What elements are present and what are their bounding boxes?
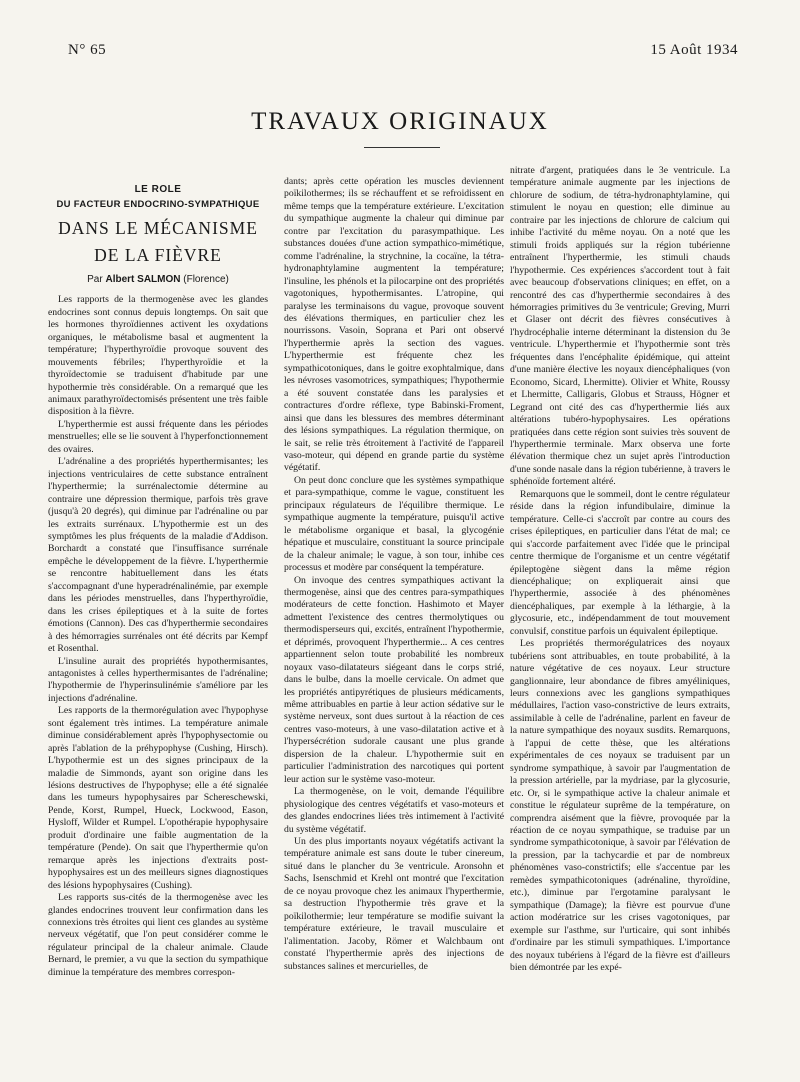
column-1 <box>48 176 268 1071</box>
article-kicker: LE ROLE <box>134 184 182 195</box>
byline-prefix: Par <box>87 273 103 285</box>
paragraph: La thermogenèse, on le voit, demande l'équilibre physiologique des centres végétatifs et vaso-moteurs et des glandes endocrines liées très intimement à l'activité du système végétatif. <box>284 786 504 835</box>
paragraph: nitrate d'argent, pratiquées dans le 3e ventricule. La température animale augmente par les injections de chlorure de sodium, de tétra-hydronaphtylamine, qui stimulent le noyau en question; elle diminue au contraire par les injections de chlorure de calcium qui inhibe l'activité du même noyau. On a noté que les stimuli froids appliqués sur la région tubérienne entraînent l'hyperthermie, les stimuli chauds l'hypothermie. Ces expériences s'accordent tout à fait avec beaucoup d'observations cliniques; en effet, on a rencontré des cas d'hyperthermie secondaires à des hémorragies primitives du 3e ventricule; Greving, Murri et Glaser ont décrit des fièvres consécutives à l'hydrocéphalie interne déterminant la distension du 3e ventricule. L'hyperthermie et l'hypothermie sont très fréquentes dans l'encéphalite épidémique, qui atteint d'une manière élective les noyaux diencéphaliques (von Economo, Sicard, Lhermitte). Olivier et White, Roussy et Lhermitte, Calligaris, Globus et Strauss, Högner et Legrand ont cité des cas d'hyperthermie liés aux altérations tubéro-hypophysaires. Les opérations pratiquées dans cette région sont suivies très souvent de l'hyperthermie terminale. Marx observa une forte élévation thermique chez un sujet après l'introduction d'une sonde nasale dans la région tubérienne, à travers le sphénoïde fortement altéré. <box>510 165 730 488</box>
paragraph: Les rapports sus-cités de la thermogenèse avec les glandes endocrines trouvent leur confirmation dans les connexions très étroites qui lient ces glandes au système nerveux végétatif, que l'on peut considérer comme le régulateur principal de la chaleur animale. Claude Bernard, le premier, a vu que la section du sympathique diminue la température des membres correspon- <box>48 892 268 978</box>
paragraph: L'insuline aurait des propriétés hypothermisantes, antagonistes à celles hyperthermisantes de l'adrénaline; l'hypothermie de l'hyperinsulinémie s'améliore par les injections d'adrénaline. <box>48 655 268 704</box>
paragraph: Un des plus importants noyaux végétatifs activant la température animale est sans doute le tuber cinereum, situé dans le plancher du 3e ventricule. Aronsohn et Sachs, Isenschmid et Krehl ont montré que l'excitation de ce noyau provoque chez les animaux l'hyperthermie, sa destruction l'hypothermie très grave et la poïkilothermie; leur température se modifie suivant la température extérieure, le travail musculaire et l'alimentation. Jacoby, Römer et Walchbaum ont constaté l'hyperthermie après des injections de substances salines et mercurielles, de <box>284 836 504 972</box>
paragraph: dants; après cette opération les muscles deviennent poïkilothermes; ils se réchauffent et se refroidissent en même temps que la température extérieure. L'excitation du sympathique augmente la chaleur qui diminue par contre par l'excitation du parasympathique. Les substances douées d'une action sympathico-mimétique, comme l'adrénaline, la strychnine, la cocaïne, la tétra-hydronaphtylamine augmentent la température; l'insuline, les phénols et la pilocarpine ont des propriétés vagotoniques, hypothermisantes. L'atropine, qui paralyse les terminaisons du vague, provoque souvent des élévations thermiques, en particulier chez les nourrissons. Vasoin, Soprana et Pari ont observé l'hyperthermie après la section des vagues. L'hyperthermie est fréquente chez les sympathicotoniques, dans le goitre exophtalmique, dans les névroses vasomotrices, sympathiques; l'hypothermie a été souvent constatée dans les paralysies et contractures d'ordre réflexe, type Babinski-Froment, ainsi que dans les blessures des membres déterminant des lésions sympathiques. La régulation thermique, on le sait, se relie très étroitement à l'activité de l'appareil vaso-moteur, qui dépend en grande partie du système végétatif. <box>284 176 504 474</box>
issue-date: 15 Août 1934 <box>650 42 738 58</box>
paragraph: Les propriétés thermorégulatrices des noyaux tubériens sont attribuables, en toute probabilité, à la nature végétative de ces noyaux. Leur structure ganglionnaire, leur abondance de fibres amyéliniques, leurs connexions avec les ganglions sympathiques médullaires, l'action vaso-constrictive de leurs extraits, assimilable à celle de l'adrénaline, parlent en faveur de la nature sympathique des noyaux susdits. Remarquons, à l'appui de cette thèse, que les altérations expérimentales de ces noyaux se traduisent par un syndrome sympathique, à savoir par l'augmentation de la pression artérielle, par la mydriase, par la glycosurie, etc. Or, si le sympathique active la chaleur animale et constitue le régulateur suprême de la température, on comprendra aisément que la fièvre, provoquée par la réaction de ce noyau sympathique, se traduise par un syndrome sympathicotonique, à savoir par l'élévation de la pression, par la tachycardie et par de nombreux phénomènes vaso-constrictifs; elle s'accentue par les remèdes sympathicotoniques (adrénaline, thyroïdine, etc.), diminue par l'ergotamine paralysant le sympathique (Damage); la fièvre est pourvue d'une action modératrice sur les crises vagotoniques, par exemple sur l'asthme, sur l'urticaire, qui sont inhibés d'ordinaire par les stimuli sympathiques. L'importance des noyaux tubériens à l'égard de la fièvre est d'ailleurs bien démontrée par les expé- <box>510 638 730 973</box>
section-title: TRAVAUX ORIGINAUX <box>251 108 549 135</box>
paragraph: On peut donc conclure que les systèmes sympathique et para-sympathique, comme le vague, constituent les principaux régulateurs de l'équilibre thermique. Le sympathique augmente la température, puisqu'il active le métabolisme organique et basal, la glycogénie hépatique et musculaire, constituant la source principale de la chaleur animale; le vague, à son tour, inhibe ces processus et modère par conséquent la température. <box>284 474 504 574</box>
paragraph: L'adrénaline a des propriétés hyperthermisantes; les injections ventriculaires de cette substance entraînent l'hyperthermie; la surrénalectomie détermine au contraire une dépression thermique, parfois très grave (jusqu'à 20 degrés), qui diminue par l'adrénaline ou par les extraits surrénaux. L'hypothermie est un des symptômes les plus fréquents de la maladie d'Addison. Borchardt a constaté que l'insuffisance surrénale empêche le développement de la fièvre. L'hyperthermie se rencontre habituellement dans les états s'accompagnant d'une hyperadrénalinémie, par exemple dans les périodes menstruelles, dans l'hyperthyroïdie, dans les crises épileptiques et à la suite de fortes émotions (Cannon). Des cas d'hyperthermie secondaires à des hémorragies surrénales ont été décrits par Kempf et Rosenthal. <box>48 456 268 655</box>
author-name: Albert SALMON <box>105 273 181 285</box>
article-title-line2: DE LA FIÈVRE <box>94 244 222 265</box>
paragraph: L'hyperthermie est aussi fréquente dans les périodes menstruelles; elle se lie souvent à l'hyperfonctionnement des ovaires. <box>48 418 268 455</box>
author-affiliation: (Florence) <box>183 273 229 285</box>
article-heading <box>48 184 268 286</box>
article-subtitle: DU FACTEUR ENDOCRINO-SYMPATHIQUE <box>56 199 260 211</box>
paragraph: Remarquons que le sommeil, dont le centre régulateur réside dans la région infundibulaire, diminue la température. Celle-ci s'accroît par contre au cours des crises épileptiques, en particulier dans l'état de mal; ce qui s'accorde parfaitement avec l'idée que le principal centre thermique de l'organisme et un centre végétatif épileptogène siègent dans la même région diencéphalique; on expliquerait ainsi que l'hyperthermie, associée à des phénomènes diencéphaliques, par exemple à la léthargie, à la glycosurie, etc., indépendamment de tout mouvement convulsif, constitue parfois un équivalent épileptique. <box>510 488 730 637</box>
issue-number: N° 65 <box>68 42 107 58</box>
paragraph: On invoque des centres sympathiques activant la thermogenèse, ainsi que des centres para-sympathiques modérateurs de cette fonction. Hashimoto et Mayer admettent l'existence des centres thermolytiques ou thermodisperseurs qui, excités, entraînent l'hypothermie, et déprimés, provoquent l'hyperthermie... A ces centres appartiennent selon toute probabilité les nombreux noyaux vaso-dilatateurs siégeant dans le corps strié, dans le bulbe, dans la moelle cervicale. On admet que les propriétés antipyrétiques de plusieurs médicaments, même attribuables en partie à leur action sédative sur le système nerveux, sont dues surtout à la réaction de ces centres vaso-moteurs, à une vaso-dilatation active et à l'hypersécrétion sudorale causant une plus grande dispersion de la chaleur. L'hypothermie suit en particulier l'administration des narcotiques qui portent leur action sur le système vaso-moteur. <box>284 574 504 785</box>
title-rule <box>364 147 440 148</box>
column-2 <box>284 176 504 1071</box>
article-title-line1: DANS LE MÉCANISME <box>58 217 258 238</box>
paragraph: Les rapports de la thermorégulation avec l'hypophyse sont également très intimes. La température animale diminue considérablement après l'hypophysectomie ou après l'ablation de la préhypophyse (Cushing, Hirsch). L'hypothermie est un des signes principaux de la maladie de Simmonds, ayant son origine dans les lésions destructives de l'hypophyse; elle a été signalée dans les tumeurs hypophysaires par Schereschewski, Pende, Korst, Rumpel, Hueck, Lockwood, Eason, Hysloff, Wilder et Rumpel. L'opothérapie hypophysaire produit d'ordinaire une faible augmentation de la température (Pende). On sait que l'hyperthermie qu'on remarque après les injections d'extraits post-hypophysaires est un des meilleurs signes diagnostiques des lésions hypophysaires (Cushing). <box>48 705 268 891</box>
paragraph: Les rapports de la thermogenèse avec les glandes endocrines sont connus depuis longtemps. On sait que les hormones thyroïdiennes activent les oxydations organiques, le métabolisme basal et augmentent la température; l'hyperthyroïdie provoque souvent des mouvements fébriles; l'hyperthyroïdie et la thyroïdectomie se traduisent d'habitude par une hypothermie très considérable. On a remarqué que les animaux parathyroïdectomisés présentent une très faible disposition à la fièvre. <box>48 294 268 418</box>
column-3 <box>510 165 730 1071</box>
article-byline <box>48 274 268 286</box>
